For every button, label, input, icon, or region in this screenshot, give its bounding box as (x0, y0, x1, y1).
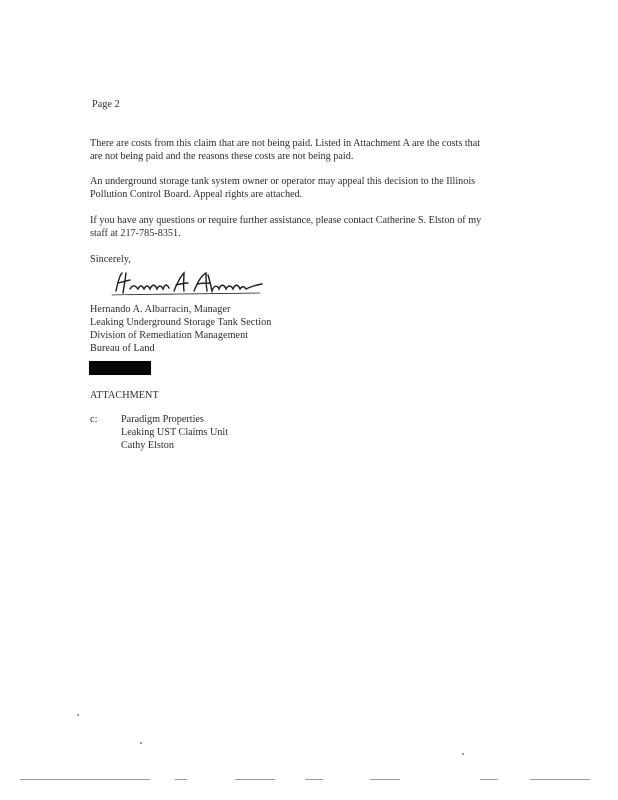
scan-artifact-line (175, 779, 187, 780)
paragraph-line: are not being paid and the reasons these costs are not being paid. (90, 151, 354, 162)
signatory-bureau: Bureau of Land (90, 343, 155, 354)
handwritten-signature (110, 267, 270, 299)
paragraph-contact (90, 214, 530, 240)
scan-artifact-line (370, 779, 400, 780)
cc-recipient: Paradigm Properties (121, 414, 204, 425)
scan-artifact-line (235, 779, 275, 780)
scan-speck (77, 714, 79, 716)
cc-label: c: (90, 414, 98, 425)
scan-artifact-line (480, 779, 498, 780)
scan-artifact-line (20, 779, 150, 780)
paragraph-line: Pollution Control Board. Appeal rights are attached. (90, 189, 303, 200)
signatory-division: Division of Remediation Management (90, 330, 249, 341)
signatory-section: Leaking Underground Storage Tank Section (90, 317, 272, 328)
scan-artifact-line (305, 779, 323, 780)
paragraph-line: An underground storage tank system owner or operator may appeal this decision to the Illinois (90, 176, 476, 187)
paragraph-line: There are costs from this claim that are not being paid. Listed in Attachment A are the costs that (90, 138, 481, 149)
cc-recipient: Leaking UST Claims Unit (121, 427, 229, 438)
paragraph-appeal (90, 175, 530, 201)
redaction-block (89, 361, 151, 375)
signatory-name: Hernando A. Albarracin, Manager (90, 304, 231, 315)
closing: Sincerely, (90, 254, 131, 265)
cc-recipient: Cathy Elston (121, 440, 174, 451)
paragraph-line: If you have any questions or require further assistance, please contact Catherine S. Elston of my (90, 215, 482, 226)
attachment-label: ATTACHMENT (90, 390, 159, 401)
cc-recipients (121, 413, 228, 452)
paragraph-unpaid-costs (90, 137, 530, 163)
page-number: Page 2 (92, 99, 120, 110)
paragraph-line: staff at 217-785-8351. (90, 228, 181, 239)
scan-speck (462, 753, 464, 755)
scan-speck (140, 742, 142, 744)
scan-artifact-line (530, 779, 590, 780)
